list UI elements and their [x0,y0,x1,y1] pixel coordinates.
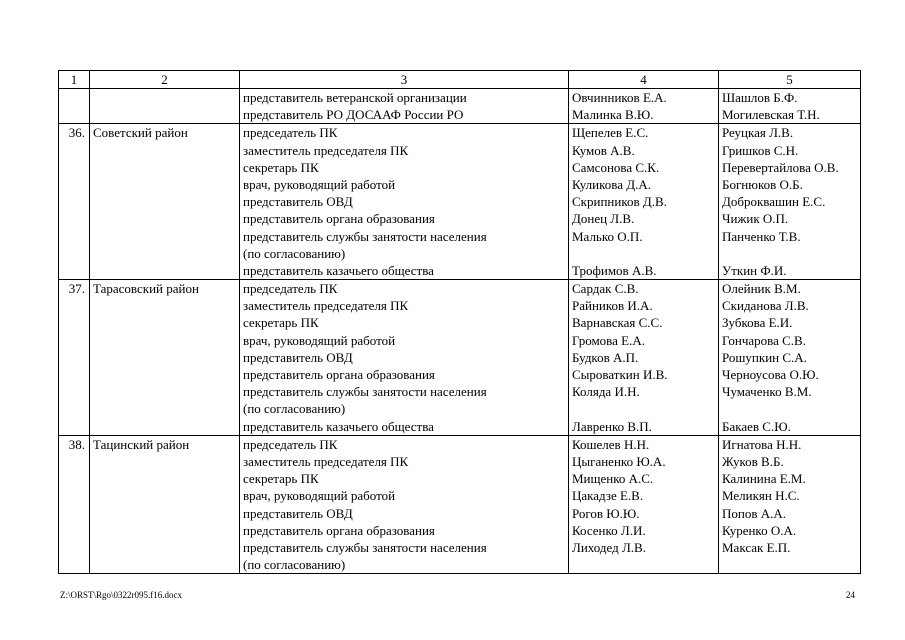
district-name: Советский район [93,125,188,141]
role-line: секретарь ПК [243,159,319,175]
member-name: Щепелев Е.С. [572,125,649,141]
member-name: Скрипников Д.В. [572,194,667,210]
commission-table [58,70,861,574]
header-col-2: 2 [90,71,240,89]
member-cell [569,435,719,574]
role-line: представитель службы занятости населения [243,384,487,400]
member-name: Кошелев Н.Н. [572,436,650,452]
reserve-name [722,556,857,573]
reserve-name: Могилевская Т.Н. [722,107,820,123]
row-number-text: 37. [68,281,85,297]
role-line: представитель казачьего общества [243,262,434,278]
member-name: Рогов Ю.Ю. [572,505,640,521]
reserve-name: Уткин Ф.И. [722,262,787,278]
member-name: Варнавская С.С. [572,315,663,331]
reserve-cell [719,89,861,124]
reserve-name: Гришков С.Н. [722,142,799,158]
header-col-4: 4 [569,71,719,89]
reserve-name: Олейник В.М. [722,281,801,297]
member-name: Мищенко А.С. [572,471,654,487]
member-name: Цакадзе Е.В. [572,488,644,504]
table-row [59,435,861,574]
table-row [59,124,861,280]
role-line: представитель органа образования [243,211,435,227]
role-cell [240,280,569,436]
reserve-name: Куренко О.А. [722,522,797,538]
district-cell [90,89,240,124]
row-number [59,124,90,280]
role-line: заместитель председателя ПК [243,142,409,158]
district-name [93,89,236,106]
member-name: Райников И.А. [572,298,653,314]
member-name: Трофимов А.В. [572,262,657,278]
role-line: представитель ОВД [243,349,353,365]
member-name: Кумов А.В. [572,142,635,158]
reserve-name: Панченко Т.В. [722,228,801,244]
member-name: Коляда И.Н. [572,384,640,400]
reserve-name: Попов А.А. [722,505,787,521]
role-line: председатель ПК [243,281,338,297]
member-name: Косенко Л.И. [572,522,646,538]
member-name: Громова Е.А. [572,332,645,348]
header-row [59,71,861,89]
row-number [59,280,90,436]
table-row [59,280,861,436]
row-number-text: 38. [68,436,85,452]
reserve-name: Чумаченко В.М. [722,384,812,400]
role-line: представитель ветеранской организации [243,90,467,105]
row-number-text: 36. [68,125,85,141]
member-cell [569,89,719,124]
reserve-name: Максак Е.П. [722,539,791,555]
member-name: Лиходед Л.В. [572,539,646,555]
reserve-name: Бакаев С.Ю. [722,418,791,434]
member-name: Овчинников Е.А. [572,90,667,105]
member-cell [569,124,719,280]
page-number: 24 [846,590,855,600]
member-name: Сыроваткин И.В. [572,367,668,382]
district-cell [90,124,240,280]
reserve-name: Богнюков О.Б. [722,176,803,192]
role-line: заместитель председателя ПК [243,298,409,314]
reserve-cell [719,435,861,574]
reserve-name: Игнатова Н.Н. [722,436,802,452]
member-cell [569,280,719,436]
role-line: заместитель председателя ПК [243,453,409,469]
role-line: врач, руководящий работой [243,488,396,504]
reserve-name [722,400,857,417]
role-line: представитель службы занятости населения [243,539,487,555]
reserve-name: Калинина Е.М. [722,471,806,487]
row-number-text [62,89,85,106]
reserve-name: Реуцкая Л.В. [722,125,794,141]
role-line: представитель органа образования [243,522,435,538]
role-line: председатель ПК [243,436,338,452]
header-col-5: 5 [719,71,861,89]
reserve-name: Черноусова О.Ю. [722,367,819,382]
role-line: (по согласованию) [243,557,346,573]
member-name [572,245,715,262]
reserve-name: Рошупкин С.А. [722,349,807,365]
role-line: секретарь ПК [243,315,319,331]
member-name [572,556,715,573]
reserve-name: Жуков В.Б. [722,453,784,469]
role-line: представитель ОВД [243,194,353,210]
role-line: представитель службы занятости населения [243,228,487,244]
member-name: Цыганенко Ю.А. [572,453,666,469]
member-name [572,400,715,417]
reserve-name: Чижик О.П. [722,211,789,227]
reserve-name: Гончарова С.В. [722,332,806,348]
member-name: Сардак С.В. [572,281,639,297]
footer-file-path: Z:\ORST\Rgo\0322r095.f16.docx [60,590,182,600]
role-line: врач, руководящий работой [243,176,396,192]
reserve-cell [719,280,861,436]
district-name: Тацинский район [93,436,190,452]
reserve-name: Зубкова Е.И. [722,315,793,331]
header-col-1: 1 [59,71,90,89]
row-number [59,89,90,124]
table-row [59,89,861,124]
role-cell [240,89,569,124]
role-line: представитель ОВД [243,505,353,521]
district-cell [90,280,240,436]
reserve-name: Перевертайлова О.В. [722,159,839,175]
role-line: представитель РО ДОСААФ России РО [243,107,464,123]
member-name: Малинка В.Ю. [572,107,654,123]
reserve-name: Скиданова Л.В. [722,298,809,314]
role-cell [240,124,569,280]
header-col-3: 3 [240,71,569,89]
reserve-name: Меликян Н.С. [722,488,800,504]
role-line: секретарь ПК [243,471,319,487]
reserve-name: Шашлов Б.Ф. [722,90,798,105]
role-line: председатель ПК [243,125,338,141]
reserve-cell [719,124,861,280]
role-line: (по согласованию) [243,401,346,417]
row-number [59,435,90,574]
role-cell [240,435,569,574]
member-name: Донец Л.В. [572,211,635,227]
role-line: представитель казачьего общества [243,418,434,434]
member-name: Куликова Д.А. [572,176,651,192]
role-line: (по согласованию) [243,245,346,261]
reserve-name [722,245,857,262]
district-name: Тарасовский район [93,281,199,297]
member-name: Лавренко В.П. [572,418,652,434]
role-line: врач, руководящий работой [243,332,396,348]
member-name: Малько О.П. [572,228,643,244]
reserve-name: Доброквашин Е.С. [722,194,826,210]
member-name: Самсонова С.К. [572,159,660,175]
district-cell [90,435,240,574]
member-name: Будков А.П. [572,349,639,365]
role-line: представитель органа образования [243,367,435,382]
